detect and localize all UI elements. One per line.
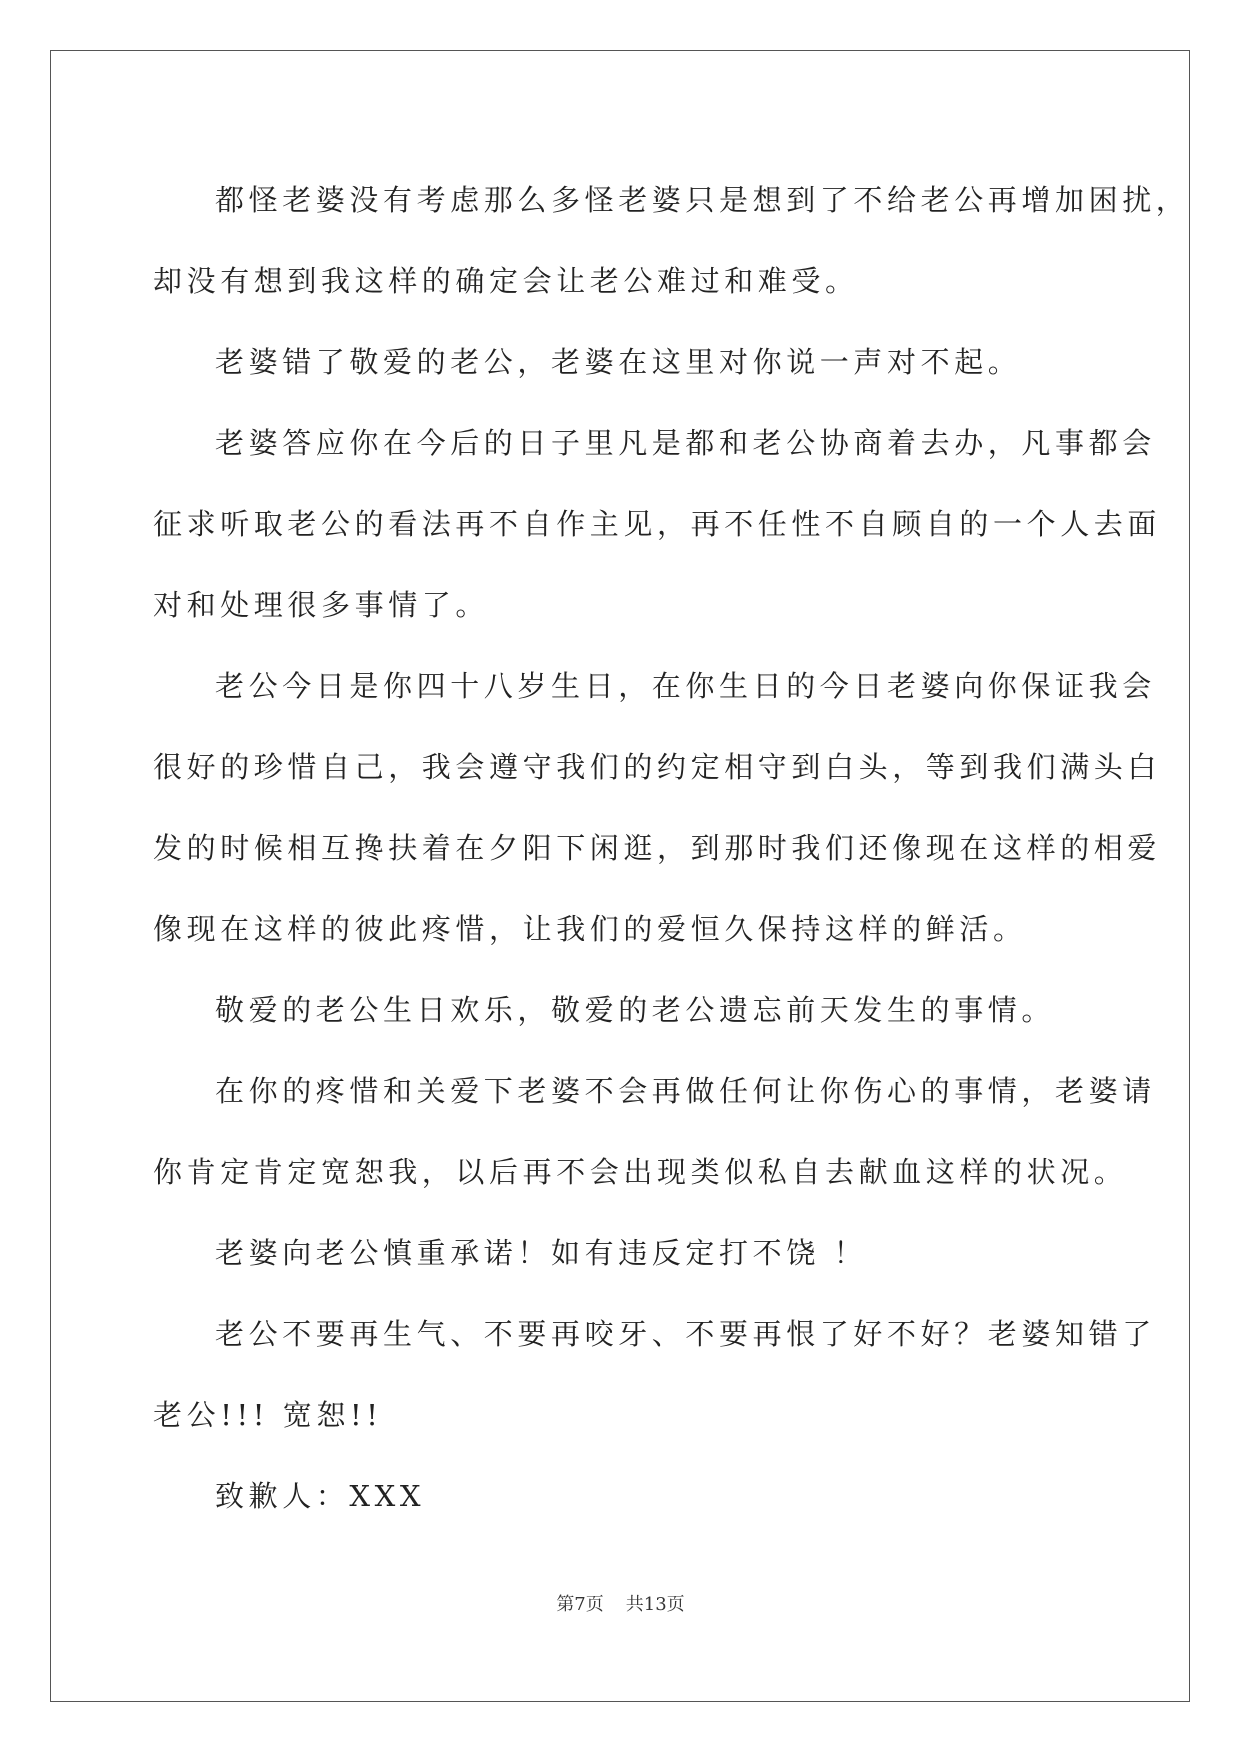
- page-footer: [0, 1590, 1241, 1616]
- text-line: 敬爱的老公生日欢乐，敬爱的老公遗忘前天发生的事情。: [215, 993, 1056, 1027]
- text-line: 你肯定肯定宽恕我，以后再不会出现类似私自去献血这样的状况。: [153, 1155, 1128, 1189]
- signature-line: 致歉人：XXX: [215, 1479, 426, 1513]
- page-total: 共13页: [625, 1594, 685, 1615]
- text-line: 老公今日是你四十八岁生日，在你生日的今日老婆向你保证我会: [215, 669, 1156, 703]
- text-line: 征求听取老公的看法再不自作主见，再不任性不自顾自的一个人去面: [153, 507, 1162, 541]
- page-number: 第7页: [556, 1594, 604, 1615]
- text-line: 老公不要再生气、不要再咬牙、不要再恨了好不好？老婆知错了: [215, 1317, 1156, 1351]
- text-line: 很好的珍惜自己，我会遵守我们的约定相守到白头，等到我们满头白: [153, 750, 1162, 784]
- text-line: 却没有想到我这样的确定会让老公难过和难受。: [153, 264, 859, 298]
- text-line: 都怪老婆没有考虑那么多怪老婆只是想到了不给老公再增加困扰，: [215, 183, 1190, 217]
- text-line: 对和处理很多事情了。: [153, 588, 490, 622]
- text-line: 老公!!! 宽恕!!: [153, 1398, 383, 1432]
- text-line: 老婆答应你在今后的日子里凡是都和老公协商着去办，凡事都会: [215, 426, 1156, 460]
- document-body: [153, 160, 1190, 1537]
- text-line: 在你的疼惜和关爱下老婆不会再做任何让你伤心的事情，老婆请: [215, 1074, 1156, 1108]
- text-line: 老婆向老公慎重承诺！如有违反定打不饶 ！: [215, 1236, 868, 1270]
- text-line: 像现在这样的彼此疼惜，让我们的爱恒久保持这样的鲜活。: [153, 912, 1027, 946]
- text-line: 老婆错了敬爱的老公，老婆在这里对你说一声对不起。: [215, 345, 1022, 379]
- text-line: 发的时候相互搀扶着在夕阳下闲逛，到那时我们还像现在这样的相爱: [153, 831, 1162, 865]
